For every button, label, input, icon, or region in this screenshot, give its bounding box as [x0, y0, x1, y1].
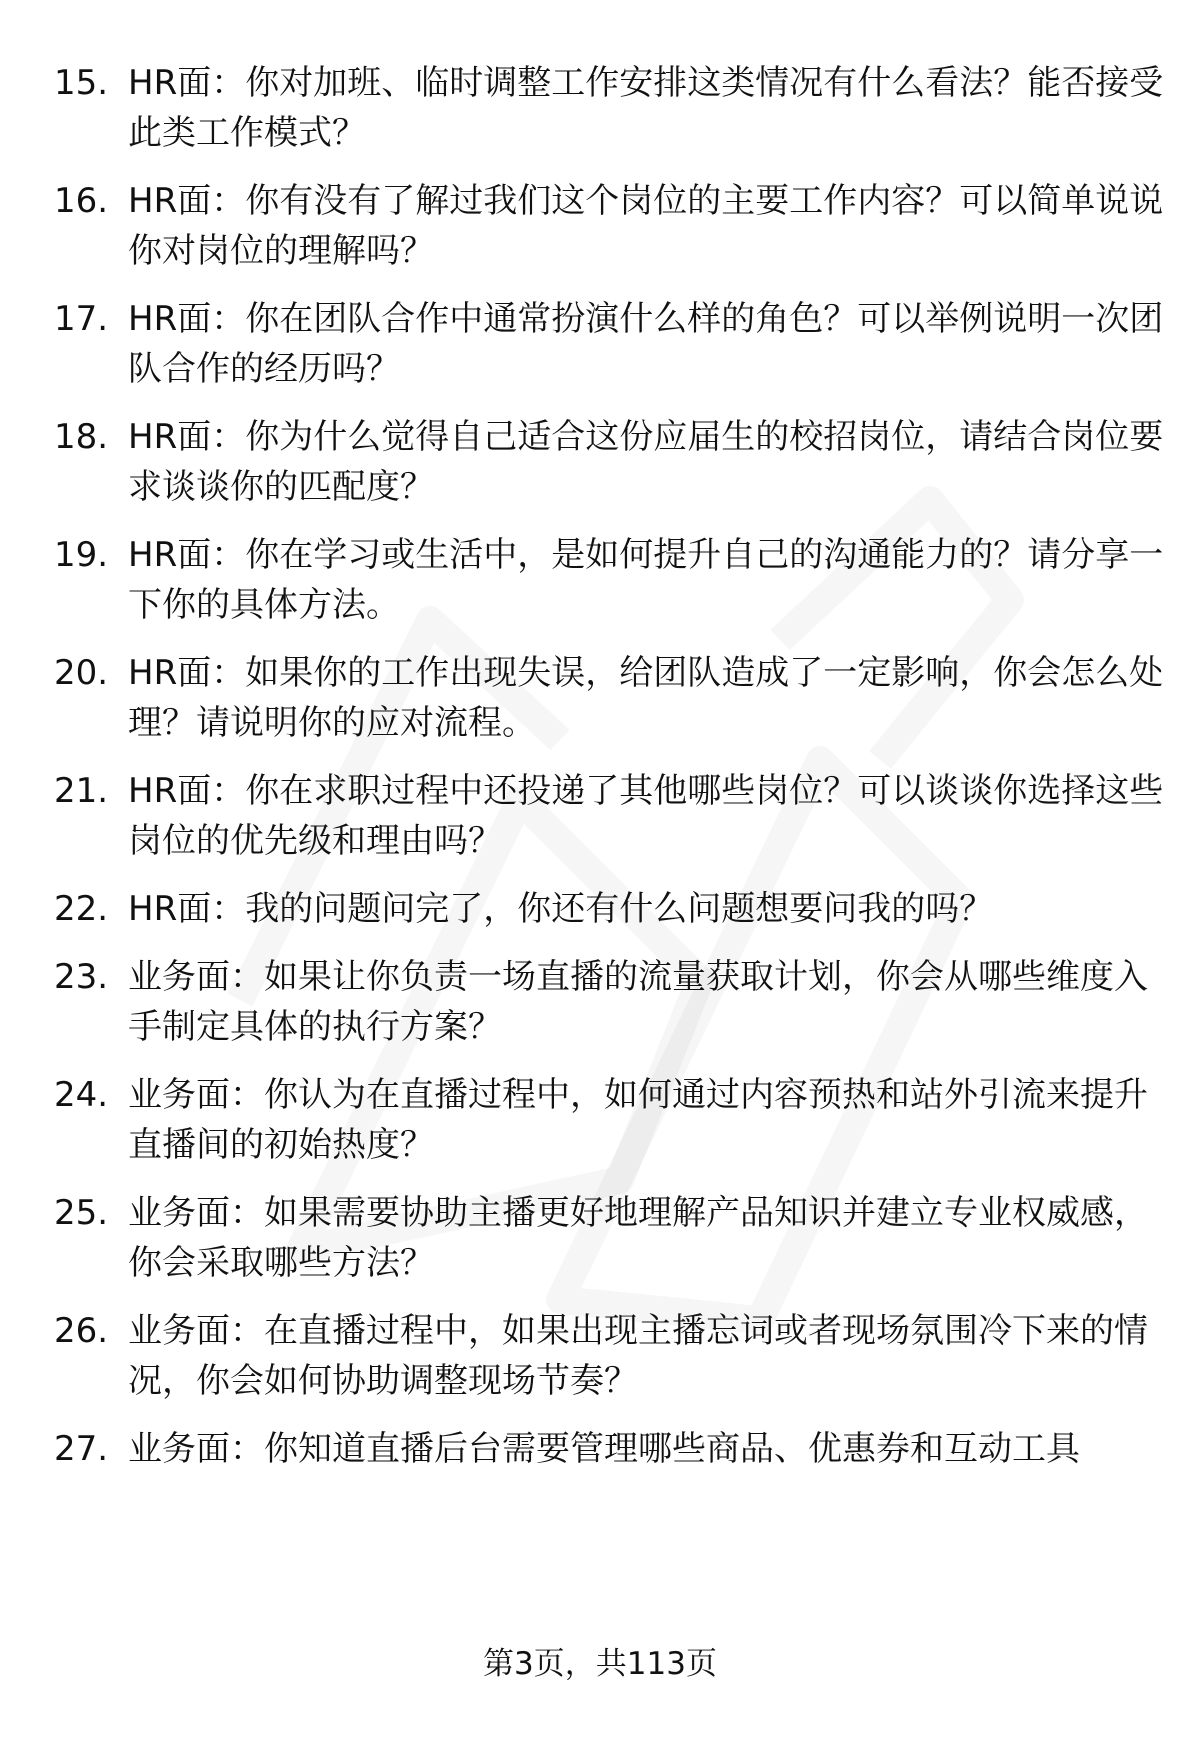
question-text: 业务面：你知道直播后台需要管理哪些商品、优惠券和互动工具 [128, 1429, 1080, 1469]
question-number: 23. [54, 957, 109, 997]
question-text: 业务面：你认为在直播过程中，如何通过内容预热和站外引流来提升直播间的初始热度？ [128, 1075, 1148, 1165]
question-text: HR面：你为什么觉得自己适合这份应届生的校招岗位，请结合岗位要求谈谈你的匹配度？ [128, 417, 1164, 507]
question-number: 25. [54, 1193, 109, 1233]
page-footer: 第3页，共113页 [483, 1646, 717, 1682]
question-text: HR面：我的问题问完了，你还有什么问题想要问我的吗？ [128, 889, 994, 929]
question-number: 15. [54, 63, 109, 103]
question-text: HR面：你对加班、临时调整工作安排这类情况有什么看法？能否接受此类工作模式？ [128, 63, 1164, 153]
question-number: 22. [54, 889, 109, 929]
question-number: 17. [54, 299, 109, 339]
question-text: 业务面：如果让你负责一场直播的流量获取计划，你会从哪些维度入手制定具体的执行方案？ [128, 957, 1148, 1047]
question-text: 业务面：如果需要协助主播更好地理解产品知识并建立专业权威感，你会采取哪些方法？ [128, 1193, 1148, 1283]
question-text: 业务面：在直播过程中，如果出现主播忘词或者现场氛围冷下来的情况，你会如何协助调整现场节奏？ [128, 1311, 1148, 1401]
question-number: 18. [54, 417, 109, 457]
question-number: 20. [54, 653, 109, 693]
question-number: 24. [54, 1075, 109, 1115]
question-text: HR面：你在求职过程中还投递了其他哪些岗位？可以谈谈你选择这些岗位的优先级和理由吗？ [128, 771, 1164, 861]
question-number: 16. [54, 181, 109, 221]
question-number: 21. [54, 771, 109, 811]
question-number: 27. [54, 1429, 109, 1469]
question-text: HR面：你在学习或生活中，是如何提升自己的沟通能力的？请分享一下你的具体方法。 [128, 535, 1164, 625]
question-text: HR面：你在团队合作中通常扮演什么样的角色？可以举例说明一次团队合作的经历吗？ [128, 299, 1164, 389]
question-text: HR面：你有没有了解过我们这个岗位的主要工作内容？可以简单说说你对岗位的理解吗？ [128, 181, 1164, 271]
question-text: HR面：如果你的工作出现失误，给团队造成了一定影响，你会怎么处理？请说明你的应对流程。 [128, 653, 1164, 743]
question-number: 26. [54, 1311, 109, 1351]
question-number: 19. [54, 535, 109, 575]
